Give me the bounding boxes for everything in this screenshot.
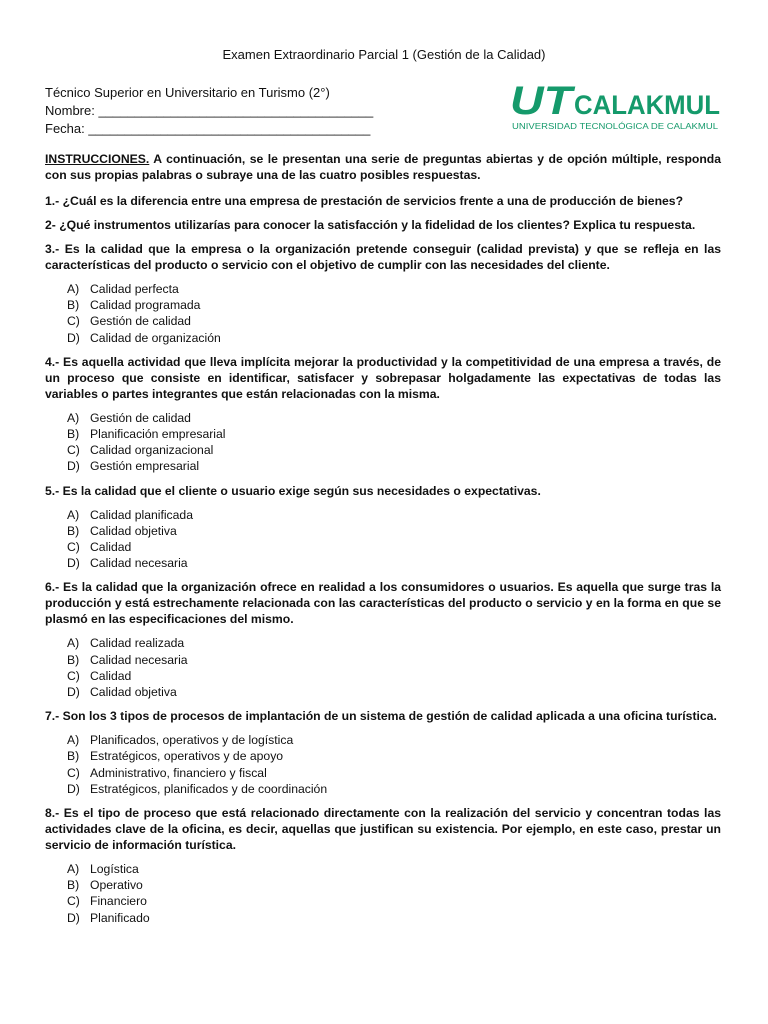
instructions-label: INSTRUCCIONES. <box>45 152 150 166</box>
option-text: Planificados, operativos y de logística <box>90 733 294 748</box>
option-letter: A) <box>67 862 80 877</box>
question-7-options <box>67 732 721 797</box>
option-letter: B) <box>67 523 80 538</box>
logo-subtitle: UNIVERSIDAD TECNOLÓGICA DE CALAKMUL <box>512 122 719 131</box>
option-text: Planificado <box>90 910 150 925</box>
option-text: Estratégicos, planificados y de coordinación <box>90 781 328 796</box>
exam-content <box>45 151 721 934</box>
option-letter: A) <box>67 636 80 651</box>
option-letter: B) <box>67 427 80 442</box>
logo-ut-mark: UT <box>510 79 577 123</box>
question-5: 5.- Es la calidad que el cliente o usuario exige según sus necesidades o expectativas. <box>45 483 541 498</box>
answer-option[interactable] <box>67 313 721 329</box>
option-text: Calidad programada <box>90 298 201 313</box>
option-letter: C) <box>67 894 80 909</box>
option-text: Calidad objetiva <box>90 685 177 700</box>
option-letter: D) <box>67 685 80 700</box>
option-text: Calidad realizada <box>90 636 185 651</box>
answer-option[interactable] <box>67 910 721 926</box>
option-text: Calidad necesaria <box>90 652 188 667</box>
question-6-options <box>67 635 721 700</box>
question-8-options <box>67 861 721 926</box>
date-field-line: Fecha: _______________________________________ <box>45 121 371 136</box>
question-4: 4.- Es aquella actividad que lleva implícita mejorar la productividad y la competitividad de una empresa a través, de un proceso que consiste en identificar, satisfacer y sobrepasar holgadamente las expectativas de todas las variables o partes integrantes que están relacionadas con la misma. <box>45 354 721 401</box>
answer-option[interactable] <box>67 748 721 764</box>
answer-option[interactable] <box>67 539 721 555</box>
answer-option[interactable] <box>67 555 721 571</box>
answer-option[interactable] <box>67 635 721 651</box>
option-letter: C) <box>67 314 80 329</box>
answer-option[interactable] <box>67 410 721 426</box>
answer-option[interactable] <box>67 684 721 700</box>
option-text: Calidad objetiva <box>90 523 177 538</box>
name-field-line: Nombre: ______________________________________ <box>45 103 374 118</box>
option-text: Calidad planificada <box>90 507 193 522</box>
answer-option[interactable] <box>67 426 721 442</box>
option-letter: D) <box>67 910 80 925</box>
student-header <box>45 84 373 138</box>
option-text: Calidad <box>90 540 132 555</box>
question-5-options <box>67 507 721 572</box>
answer-option[interactable] <box>67 732 721 748</box>
option-letter: B) <box>67 878 80 893</box>
answer-option[interactable] <box>67 297 721 313</box>
option-text: Gestión de calidad <box>90 314 191 329</box>
option-text: Administrativo, financiero y fiscal <box>90 765 267 780</box>
option-letter: B) <box>67 749 80 764</box>
option-text: Calidad de organización <box>90 330 221 345</box>
program-line: Técnico Superior en Universitario en Turismo (2°) <box>45 85 330 100</box>
answer-option[interactable] <box>67 781 721 797</box>
option-text: Calidad <box>90 668 132 683</box>
ut-calakmul-logo <box>508 78 723 134</box>
answer-option[interactable] <box>67 668 721 684</box>
question-4-options <box>67 410 721 475</box>
question-7: 7.- Son los 3 tipos de procesos de implantación de un sistema de gestión de calidad aplicada a una oficina turística. <box>45 709 717 724</box>
option-letter: B) <box>67 298 80 313</box>
option-letter: A) <box>67 410 80 425</box>
option-text: Calidad necesaria <box>90 556 188 571</box>
option-letter: B) <box>67 652 80 667</box>
answer-option[interactable] <box>67 652 721 668</box>
option-letter: C) <box>67 668 80 683</box>
instructions-text: A continuación, se le presentan una serie de preguntas abiertas y de opción múltiple, responda con sus propias palabras o subraye una de las cuatro posibles respuestas. <box>45 152 721 182</box>
option-letter: C) <box>67 765 80 780</box>
option-text: Gestión de calidad <box>90 410 191 425</box>
answer-option[interactable] <box>67 765 721 781</box>
answer-option[interactable] <box>67 523 721 539</box>
instructions <box>45 151 721 183</box>
answer-option[interactable] <box>67 507 721 523</box>
option-text: Calidad perfecta <box>90 282 179 296</box>
logo-name: CALAKMUL <box>574 90 720 120</box>
option-letter: A) <box>67 507 80 522</box>
option-text: Gestión empresarial <box>90 459 200 474</box>
answer-option[interactable] <box>67 877 721 893</box>
question-8: 8.- Es el tipo de proceso que está relacionado directamente con la realización del servicio y concentran todas las actividades clave de la oficina, es decir, aquellas que justifican su existencia. Por ejemplo, en este caso, prestar un servicio de información turística. <box>45 806 721 853</box>
option-letter: D) <box>67 781 80 796</box>
option-text: Logística <box>90 862 139 877</box>
option-letter: D) <box>67 459 80 474</box>
document-title: Examen Extraordinario Parcial 1 (Gestión de la Calidad) <box>222 47 546 62</box>
answer-option[interactable] <box>67 442 721 458</box>
option-letter: C) <box>67 540 80 555</box>
logo-graphic <box>508 78 723 134</box>
option-text: Calidad organizacional <box>90 443 214 458</box>
option-letter: A) <box>67 733 80 748</box>
question-3: 3.- Es la calidad que la empresa o la organización pretende conseguir (calidad prevista) y que se refleja en las características del producto o servicio con el objetivo de cumplir con las necesidades del cliente. <box>45 242 721 272</box>
option-letter: D) <box>67 556 80 571</box>
question-6: 6.- Es la calidad que la organización ofrece en realidad a los consumidores o usuarios. Es aquella que surge tras la producción y está estrechamente relacionada con las características del producto o servicio y en la forma en que se plasmó en las especificaciones del mismo. <box>45 580 721 627</box>
option-text: Estratégicos, operativos y de apoyo <box>90 749 284 764</box>
answer-option[interactable] <box>67 281 721 297</box>
answer-option[interactable] <box>67 458 721 474</box>
answer-option[interactable] <box>67 893 721 909</box>
option-letter: C) <box>67 443 80 458</box>
option-letter: A) <box>67 282 80 296</box>
question-2: 2- ¿Qué instrumentos utilizarías para conocer la satisfacción y la fidelidad de los clientes? Explica tu respuesta. <box>45 218 696 232</box>
option-text: Planificación empresarial <box>90 427 226 442</box>
answer-option[interactable] <box>67 330 721 346</box>
question-3-options <box>67 281 721 346</box>
question-1: 1.- ¿Cuál es la diferencia entre una empresa de prestación de servicios frente a una de producción de bienes? <box>45 194 684 208</box>
option-letter: D) <box>67 330 80 345</box>
option-text: Financiero <box>90 894 147 909</box>
question-list <box>45 193 721 926</box>
option-text: Operativo <box>90 878 143 893</box>
answer-option[interactable] <box>67 861 721 877</box>
